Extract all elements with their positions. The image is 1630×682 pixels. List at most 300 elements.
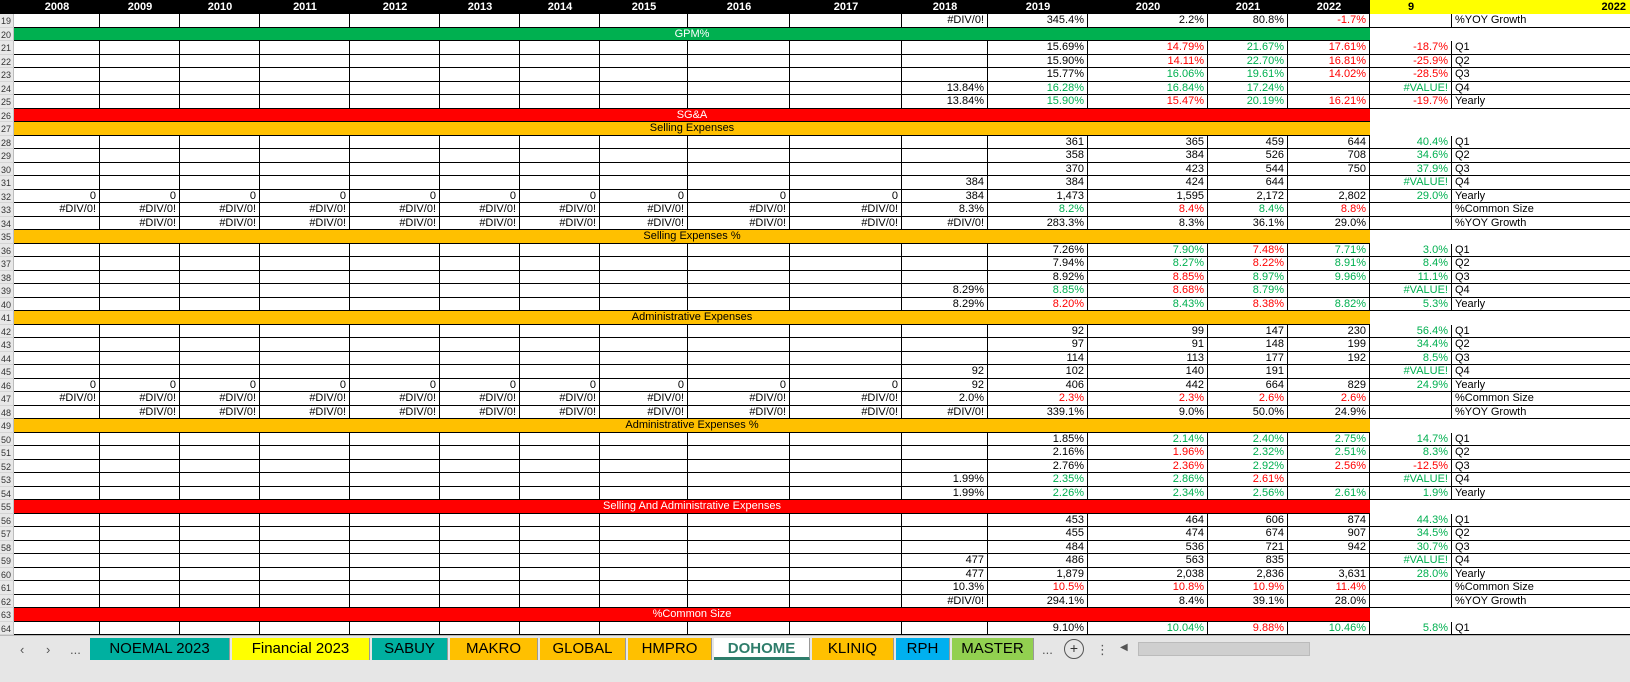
cell[interactable]: 2.56% — [1208, 487, 1288, 501]
cell[interactable] — [350, 55, 440, 69]
column-header[interactable]: 2015 — [631, 1, 657, 13]
column-header[interactable]: 2022 — [1316, 1, 1342, 13]
cell[interactable] — [520, 68, 600, 82]
row-label-cell[interactable]: Q1 — [1452, 622, 1630, 636]
cell[interactable]: 16.06% — [1088, 68, 1208, 82]
sheet-tab[interactable]: GLOBAL — [540, 638, 626, 660]
cell[interactable] — [180, 14, 260, 28]
cell[interactable] — [260, 446, 350, 460]
cell[interactable] — [440, 514, 520, 528]
row-number[interactable]: 37 — [0, 257, 14, 271]
row-number[interactable]: 49 — [0, 419, 14, 433]
cell[interactable]: 16.28% — [988, 82, 1088, 96]
cell[interactable] — [688, 487, 790, 501]
cell[interactable] — [688, 338, 790, 352]
cell[interactable]: #DIV/0! — [350, 203, 440, 217]
cell[interactable] — [180, 271, 260, 285]
cell[interactable]: 606 — [1208, 514, 1288, 528]
row-number[interactable]: 36 — [0, 244, 14, 258]
row-label-cell[interactable]: Q1 — [1452, 41, 1630, 55]
cell[interactable] — [350, 365, 440, 379]
cell[interactable] — [100, 284, 180, 298]
cell[interactable] — [440, 244, 520, 258]
cell[interactable]: 0 — [100, 379, 180, 393]
cell[interactable]: 442 — [1088, 379, 1208, 393]
cell[interactable]: 0 — [790, 190, 902, 204]
cell[interactable] — [790, 514, 902, 528]
cell[interactable]: #DIV/0! — [440, 392, 520, 406]
cell[interactable] — [180, 581, 260, 595]
cell[interactable] — [440, 176, 520, 190]
cell[interactable]: 0 — [440, 190, 520, 204]
cell[interactable] — [790, 527, 902, 541]
cell[interactable]: 0 — [260, 190, 350, 204]
cell[interactable] — [520, 14, 600, 28]
cell[interactable]: 17.61% — [1288, 41, 1370, 55]
row-number[interactable]: 31 — [0, 176, 14, 190]
cell[interactable] — [260, 338, 350, 352]
cell[interactable]: #DIV/0! — [790, 392, 902, 406]
cell[interactable]: 16.21% — [1288, 95, 1370, 109]
cell[interactable]: 2,836 — [1208, 568, 1288, 582]
cell[interactable]: -25.9% — [1370, 55, 1452, 69]
cell[interactable] — [440, 568, 520, 582]
cell[interactable] — [260, 514, 350, 528]
cell[interactable] — [180, 460, 260, 474]
cell[interactable] — [440, 581, 520, 595]
cell[interactable] — [902, 352, 988, 366]
cell[interactable] — [600, 41, 688, 55]
cell[interactable] — [260, 95, 350, 109]
cell[interactable] — [688, 473, 790, 487]
cell[interactable] — [260, 487, 350, 501]
cell[interactable] — [14, 68, 100, 82]
cell[interactable]: 8.85% — [1088, 271, 1208, 285]
cell[interactable] — [350, 41, 440, 55]
cell[interactable] — [790, 41, 902, 55]
cell[interactable] — [600, 554, 688, 568]
row-label-cell[interactable]: Q2 — [1452, 446, 1630, 460]
cell[interactable]: #DIV/0! — [600, 406, 688, 420]
cell[interactable] — [14, 244, 100, 258]
cell[interactable] — [14, 406, 100, 420]
section-header-band[interactable]: Selling And Administrative Expenses — [14, 500, 1370, 514]
cell[interactable] — [688, 581, 790, 595]
cell[interactable] — [520, 338, 600, 352]
cell[interactable] — [520, 554, 600, 568]
cell[interactable]: 942 — [1288, 541, 1370, 555]
cell[interactable]: 0 — [600, 190, 688, 204]
cell[interactable]: 8.29% — [902, 298, 988, 312]
row-label-cell[interactable]: Q3 — [1452, 460, 1630, 474]
cell[interactable] — [14, 581, 100, 595]
row-label-cell[interactable]: Q4 — [1452, 176, 1630, 190]
row-label-cell[interactable]: Yearly — [1452, 568, 1630, 582]
cell[interactable]: 477 — [902, 554, 988, 568]
cell[interactable]: 474 — [1088, 527, 1208, 541]
cell[interactable]: 15.77% — [988, 68, 1088, 82]
cell[interactable] — [520, 487, 600, 501]
cell[interactable]: 7.71% — [1288, 244, 1370, 258]
cell[interactable] — [350, 14, 440, 28]
cell[interactable]: 8.4% — [1088, 595, 1208, 609]
cell[interactable] — [100, 487, 180, 501]
row-number[interactable]: 61 — [0, 581, 14, 595]
cell[interactable]: 8.4% — [1370, 257, 1452, 271]
cell[interactable]: 15.47% — [1088, 95, 1208, 109]
cell[interactable] — [350, 298, 440, 312]
cell[interactable] — [688, 325, 790, 339]
row-number[interactable]: 40 — [0, 298, 14, 312]
row-number[interactable]: 57 — [0, 527, 14, 541]
cell[interactable]: 536 — [1088, 541, 1208, 555]
cell[interactable] — [260, 244, 350, 258]
cell[interactable] — [790, 554, 902, 568]
cell[interactable] — [350, 473, 440, 487]
cell[interactable] — [688, 352, 790, 366]
cell[interactable]: #DIV/0! — [600, 217, 688, 231]
cell[interactable]: 10.46% — [1288, 622, 1370, 636]
cell[interactable] — [260, 284, 350, 298]
cell[interactable]: #DIV/0! — [520, 406, 600, 420]
column-header[interactable]: 2010 — [207, 1, 233, 13]
cell[interactable] — [688, 514, 790, 528]
cell[interactable] — [1288, 365, 1370, 379]
cell[interactable]: 2.51% — [1288, 446, 1370, 460]
cell[interactable] — [600, 487, 688, 501]
cell[interactable]: #DIV/0! — [350, 392, 440, 406]
row-number[interactable]: 56 — [0, 514, 14, 528]
cell[interactable]: 10.5% — [988, 581, 1088, 595]
cell[interactable] — [14, 284, 100, 298]
cell[interactable] — [260, 460, 350, 474]
column-header[interactable]: 2013 — [467, 1, 493, 13]
cell[interactable] — [100, 460, 180, 474]
cell[interactable] — [902, 541, 988, 555]
cell[interactable] — [100, 622, 180, 636]
cell[interactable]: 40.4% — [1370, 136, 1452, 150]
cell[interactable] — [180, 433, 260, 447]
cell[interactable] — [260, 554, 350, 568]
cell[interactable]: 148 — [1208, 338, 1288, 352]
cell[interactable] — [688, 82, 790, 96]
cell[interactable] — [790, 55, 902, 69]
cell[interactable] — [600, 338, 688, 352]
cell[interactable]: 424 — [1088, 176, 1208, 190]
cell[interactable] — [14, 460, 100, 474]
add-sheet-button[interactable]: + — [1064, 639, 1084, 659]
row-label-cell[interactable]: Q2 — [1452, 338, 1630, 352]
cell[interactable]: 2.34% — [1088, 487, 1208, 501]
cell[interactable]: 721 — [1208, 541, 1288, 555]
row-label-cell[interactable]: %YOY Growth — [1452, 14, 1630, 28]
cell[interactable]: 22.70% — [1208, 55, 1288, 69]
cell[interactable]: 9.10% — [988, 622, 1088, 636]
row-number[interactable]: 63 — [0, 608, 14, 622]
cell[interactable] — [180, 284, 260, 298]
cell[interactable] — [790, 433, 902, 447]
cell[interactable]: 8.82% — [1288, 298, 1370, 312]
row-number[interactable]: 24 — [0, 82, 14, 96]
cell[interactable]: 2.14% — [1088, 433, 1208, 447]
cell[interactable] — [14, 298, 100, 312]
cell[interactable] — [688, 541, 790, 555]
cell[interactable]: 563 — [1088, 554, 1208, 568]
cell[interactable]: #DIV/0! — [14, 203, 100, 217]
cell[interactable] — [520, 55, 600, 69]
cell[interactable]: 464 — [1088, 514, 1208, 528]
row-label-cell[interactable]: Q2 — [1452, 257, 1630, 271]
cell[interactable] — [350, 163, 440, 177]
cell[interactable]: 80.8% — [1208, 14, 1288, 28]
cell[interactable]: 3,631 — [1288, 568, 1370, 582]
cell[interactable] — [600, 149, 688, 163]
cell[interactable] — [902, 325, 988, 339]
cell[interactable] — [440, 271, 520, 285]
cell[interactable]: 97 — [988, 338, 1088, 352]
cell[interactable]: 39.1% — [1208, 595, 1288, 609]
cell[interactable] — [520, 622, 600, 636]
cell[interactable] — [100, 527, 180, 541]
row-label-cell[interactable]: Q1 — [1452, 433, 1630, 447]
cell[interactable] — [14, 55, 100, 69]
cell[interactable] — [260, 271, 350, 285]
cell[interactable]: 8.92% — [988, 271, 1088, 285]
cell[interactable]: #DIV/0! — [790, 406, 902, 420]
cell[interactable]: 17.24% — [1208, 82, 1288, 96]
cell[interactable] — [902, 527, 988, 541]
cell[interactable] — [14, 163, 100, 177]
row-number[interactable]: 53 — [0, 473, 14, 487]
cell[interactable] — [350, 271, 440, 285]
cell[interactable] — [600, 55, 688, 69]
cell[interactable] — [520, 446, 600, 460]
cell[interactable]: 10.9% — [1208, 581, 1288, 595]
cell[interactable]: 2.32% — [1208, 446, 1288, 460]
row-number[interactable]: 29 — [0, 149, 14, 163]
cell[interactable] — [350, 581, 440, 595]
cell[interactable] — [600, 257, 688, 271]
cell[interactable] — [260, 136, 350, 150]
cell[interactable] — [260, 581, 350, 595]
cell[interactable] — [260, 82, 350, 96]
cell[interactable] — [180, 487, 260, 501]
cell[interactable]: 230 — [1288, 325, 1370, 339]
cell[interactable]: 339.1% — [988, 406, 1088, 420]
cell[interactable] — [14, 554, 100, 568]
cell[interactable] — [688, 41, 790, 55]
row-number[interactable]: 45 — [0, 365, 14, 379]
row-number[interactable]: 38 — [0, 271, 14, 285]
row-label-cell[interactable]: Q1 — [1452, 325, 1630, 339]
cell[interactable]: 1,473 — [988, 190, 1088, 204]
cell[interactable] — [688, 433, 790, 447]
cell[interactable]: 7.26% — [988, 244, 1088, 258]
cell[interactable]: 29.0% — [1288, 217, 1370, 231]
cell[interactable] — [790, 14, 902, 28]
cell[interactable] — [520, 176, 600, 190]
cell[interactable] — [180, 68, 260, 82]
cell[interactable] — [180, 41, 260, 55]
cell[interactable]: #VALUE! — [1370, 176, 1452, 190]
cell[interactable]: 10.3% — [902, 581, 988, 595]
cell[interactable]: 50.0% — [1208, 406, 1288, 420]
cell[interactable] — [180, 244, 260, 258]
cell[interactable]: 526 — [1208, 149, 1288, 163]
cell[interactable] — [350, 541, 440, 555]
cell[interactable] — [350, 622, 440, 636]
cell[interactable] — [1370, 217, 1452, 231]
cell[interactable] — [902, 460, 988, 474]
cell[interactable] — [600, 473, 688, 487]
cell[interactable]: 8.3% — [902, 203, 988, 217]
cell[interactable]: 2.76% — [988, 460, 1088, 474]
cell[interactable] — [260, 527, 350, 541]
cell[interactable] — [440, 338, 520, 352]
column-header[interactable]: 9 — [1370, 0, 1452, 14]
cell[interactable]: 2.36% — [1088, 460, 1208, 474]
cell[interactable]: 8.91% — [1288, 257, 1370, 271]
cell[interactable]: 2,038 — [1088, 568, 1208, 582]
cell[interactable] — [902, 163, 988, 177]
cell[interactable]: 19.61% — [1208, 68, 1288, 82]
cell[interactable]: 345.4% — [988, 14, 1088, 28]
cell[interactable] — [600, 325, 688, 339]
column-header[interactable]: 2012 — [382, 1, 408, 13]
row-number[interactable]: 64 — [0, 622, 14, 636]
cell[interactable]: #DIV/0! — [520, 217, 600, 231]
cell[interactable]: 750 — [1288, 163, 1370, 177]
cell[interactable] — [100, 95, 180, 109]
cell[interactable] — [688, 55, 790, 69]
cell[interactable]: 10.04% — [1088, 622, 1208, 636]
section-header-band[interactable]: SG&A — [14, 109, 1370, 123]
cell[interactable]: 2.16% — [988, 446, 1088, 460]
cell[interactable]: 15.69% — [988, 41, 1088, 55]
cell[interactable] — [1370, 581, 1452, 595]
cell[interactable] — [600, 541, 688, 555]
column-header[interactable]: 2009 — [127, 1, 153, 13]
row-label-cell[interactable]: Q3 — [1452, 68, 1630, 82]
cell[interactable] — [520, 352, 600, 366]
cell[interactable] — [600, 82, 688, 96]
cell[interactable] — [1288, 473, 1370, 487]
row-number[interactable]: 21 — [0, 41, 14, 55]
cell[interactable]: 2.6% — [1208, 392, 1288, 406]
cell[interactable] — [260, 325, 350, 339]
cell[interactable] — [902, 68, 988, 82]
row-label-cell[interactable]: Q4 — [1452, 82, 1630, 96]
cell[interactable] — [600, 244, 688, 258]
row-number[interactable]: 23 — [0, 68, 14, 82]
cell[interactable] — [350, 136, 440, 150]
cell[interactable] — [520, 163, 600, 177]
cell[interactable] — [260, 55, 350, 69]
cell[interactable] — [260, 433, 350, 447]
cell[interactable] — [520, 460, 600, 474]
cell[interactable]: #DIV/0! — [14, 392, 100, 406]
cell[interactable] — [790, 622, 902, 636]
tab-more-right[interactable]: ... — [1042, 642, 1053, 657]
cell[interactable] — [260, 541, 350, 555]
row-number[interactable]: 54 — [0, 487, 14, 501]
sheet-tab[interactable]: DOHOME — [714, 638, 810, 660]
cell[interactable]: 113 — [1088, 352, 1208, 366]
horizontal-scrollbar[interactable] — [1138, 642, 1310, 656]
cell[interactable]: 14.11% — [1088, 55, 1208, 69]
cell[interactable] — [260, 595, 350, 609]
cell[interactable] — [790, 271, 902, 285]
cell[interactable]: 102 — [988, 365, 1088, 379]
cell[interactable] — [688, 244, 790, 258]
cell[interactable] — [14, 338, 100, 352]
row-label-cell[interactable]: %YOY Growth — [1452, 406, 1630, 420]
cell[interactable]: 28.0% — [1288, 595, 1370, 609]
cell[interactable]: 37.9% — [1370, 163, 1452, 177]
cell[interactable] — [440, 541, 520, 555]
cell[interactable] — [600, 14, 688, 28]
row-number[interactable]: 44 — [0, 352, 14, 366]
cell[interactable] — [440, 460, 520, 474]
cell[interactable] — [688, 622, 790, 636]
cell[interactable] — [260, 622, 350, 636]
cell[interactable] — [600, 460, 688, 474]
cell[interactable]: 8.4% — [1208, 203, 1288, 217]
cell[interactable] — [688, 460, 790, 474]
cell[interactable]: 8.38% — [1208, 298, 1288, 312]
cell[interactable]: 2.56% — [1288, 460, 1370, 474]
column-header[interactable]: 2019 — [1025, 1, 1051, 13]
cell[interactable]: -1.7% — [1288, 14, 1370, 28]
cell[interactable]: #DIV/0! — [790, 217, 902, 231]
cell[interactable]: 11.4% — [1288, 581, 1370, 595]
row-label-cell[interactable]: Yearly — [1452, 298, 1630, 312]
cell[interactable]: 92 — [988, 325, 1088, 339]
cell[interactable] — [100, 325, 180, 339]
section-header-band[interactable]: Selling Expenses — [14, 122, 1370, 136]
cell[interactable]: 21.67% — [1208, 41, 1288, 55]
cell[interactable]: 8.5% — [1370, 352, 1452, 366]
cell[interactable] — [790, 541, 902, 555]
cell[interactable]: 2.3% — [1088, 392, 1208, 406]
row-label-cell[interactable]: Q1 — [1452, 244, 1630, 258]
cell[interactable] — [790, 176, 902, 190]
column-header[interactable]: 2016 — [726, 1, 752, 13]
cell[interactable]: 2.6% — [1288, 392, 1370, 406]
row-label-cell[interactable]: %YOY Growth — [1452, 217, 1630, 231]
row-label-cell[interactable]: Q4 — [1452, 554, 1630, 568]
row-number[interactable]: 50 — [0, 433, 14, 447]
cell[interactable]: 1.9% — [1370, 487, 1452, 501]
cell[interactable]: #DIV/0! — [350, 406, 440, 420]
cell[interactable] — [440, 163, 520, 177]
cell[interactable] — [790, 244, 902, 258]
cell[interactable]: 0 — [180, 190, 260, 204]
cell[interactable] — [688, 527, 790, 541]
row-number[interactable]: 52 — [0, 460, 14, 474]
row-label-cell[interactable]: Q1 — [1452, 136, 1630, 150]
row-number[interactable]: 25 — [0, 95, 14, 109]
row-number[interactable]: 39 — [0, 284, 14, 298]
cell[interactable] — [902, 136, 988, 150]
cell[interactable]: 24.9% — [1288, 406, 1370, 420]
row-label-cell[interactable]: Q2 — [1452, 149, 1630, 163]
cell[interactable] — [440, 257, 520, 271]
cell[interactable] — [688, 298, 790, 312]
cell[interactable]: 835 — [1208, 554, 1288, 568]
cell[interactable] — [260, 163, 350, 177]
cell[interactable] — [688, 365, 790, 379]
